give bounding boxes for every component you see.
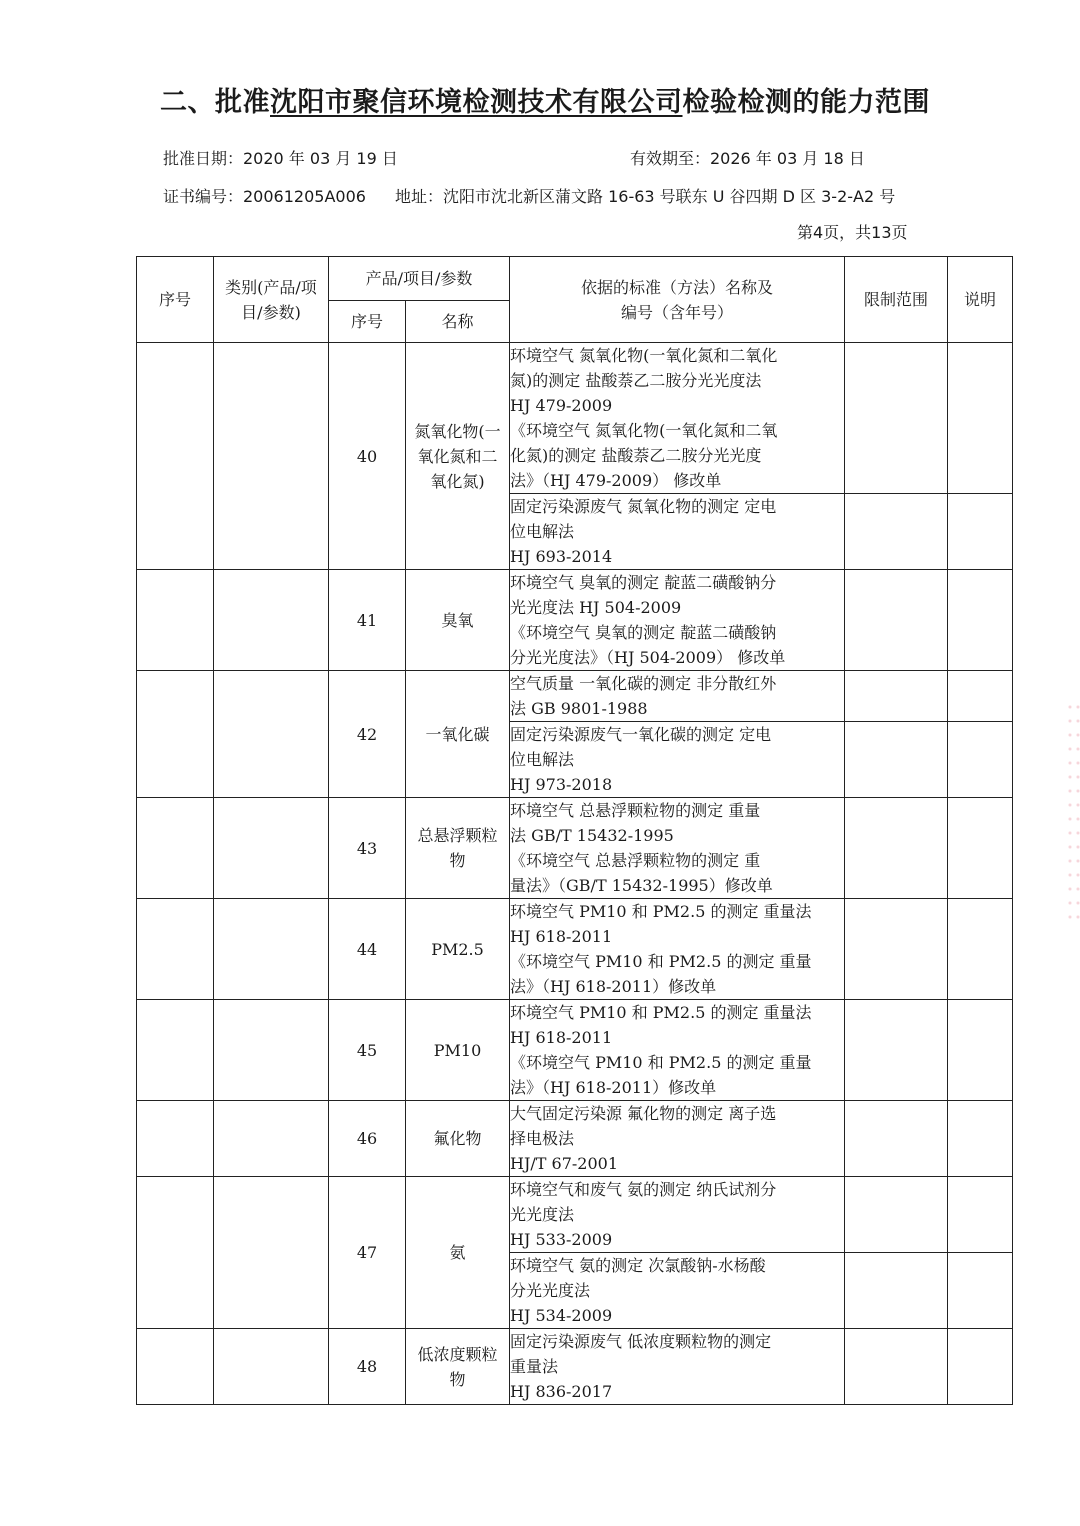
- method-line: 固定污染源废气 低浓度颗粒物的测定: [510, 1332, 772, 1351]
- title-prefix: 二、批准: [160, 87, 270, 118]
- method-line: 重量法: [510, 1357, 559, 1376]
- seq-cell: [137, 899, 214, 1000]
- seq-cell: [137, 1101, 214, 1177]
- method-line: HJ 618-2011: [510, 1028, 613, 1047]
- limit-cell: [845, 1177, 948, 1253]
- method-line: HJ 618-2011: [510, 927, 613, 946]
- seq-cell: [137, 1329, 214, 1405]
- table-row: [137, 343, 1013, 494]
- method-cell: [510, 899, 845, 1000]
- page-info: 第4页，共13页: [797, 223, 908, 242]
- method-line: 法》（HJ 618-2011）修改单: [510, 1078, 717, 1097]
- item-name: 臭氧: [406, 570, 510, 671]
- method-line: 《环境空气 PM10 和 PM2.5 的测定 重量: [510, 952, 812, 971]
- header-note: 说明: [948, 257, 1013, 343]
- header-category: 类别(产品/项目/参数): [214, 257, 329, 343]
- method-line: 光光度法 HJ 504-2009: [510, 598, 682, 617]
- header-standard: 依据的标准（方法）名称及编号（含年号）: [510, 257, 845, 343]
- table-row: [137, 1000, 1013, 1101]
- item-name: 氮氧化物(一氧化氮和二氧化氮): [406, 343, 510, 570]
- method-line: 量法》（GB/T 15432-1995）修改单: [510, 876, 773, 895]
- method-line: 环境空气 氨的测定 次氯酸钠-水杨酸: [510, 1256, 766, 1275]
- valid-until: 有效期至：2026 年 03 月 18 日: [630, 149, 865, 168]
- table-row: [137, 1177, 1013, 1253]
- limit-cell: [845, 343, 948, 494]
- method-line: 《环境空气 总悬浮颗粒物的测定 重: [510, 851, 761, 870]
- item-number: 43: [329, 798, 406, 899]
- method-line: 环境空气 氮氧化物(一氧化氮和二氧化: [510, 346, 778, 365]
- limit-cell: [845, 1329, 948, 1405]
- category-cell: [214, 1329, 329, 1405]
- table-row: [137, 570, 1013, 671]
- note-cell: [948, 899, 1013, 1000]
- method-line: 法 GB 9801-1988: [510, 699, 648, 718]
- method-line: 分光光度法: [510, 1281, 591, 1300]
- header-sub-name: 名称: [406, 301, 510, 343]
- method-cell: [510, 722, 845, 798]
- method-cell: [510, 798, 845, 899]
- method-line: 位电解法: [510, 750, 575, 769]
- address: 地址：沈阳市沈北新区蒲文路 16-63 号联东 U 谷四期 D 区 3-2-A2 号: [395, 187, 896, 206]
- item-name: 总悬浮颗粒物: [406, 798, 510, 899]
- table-row: [137, 798, 1013, 899]
- method-line: 光光度法: [510, 1205, 575, 1224]
- limit-cell: [845, 494, 948, 570]
- method-line: 《环境空气 臭氧的测定 靛蓝二磺酸钠: [510, 623, 777, 642]
- method-line: 大气固定污染源 氟化物的测定 离子选: [510, 1104, 777, 1123]
- title-suffix: 检验检测的能力范围: [682, 87, 930, 118]
- category-cell: [214, 1000, 329, 1101]
- item-number: 47: [329, 1177, 406, 1329]
- method-cell: [510, 1177, 845, 1253]
- method-line: 法》（HJ 618-2011）修改单: [510, 977, 717, 996]
- category-cell: [214, 798, 329, 899]
- item-number: 46: [329, 1101, 406, 1177]
- item-name: PM10: [406, 1000, 510, 1101]
- seq-cell: [137, 570, 214, 671]
- seq-cell: [137, 1000, 214, 1101]
- note-cell: [948, 1253, 1013, 1329]
- note-cell: [948, 343, 1013, 494]
- method-line: 环境空气 PM10 和 PM2.5 的测定 重量法: [510, 902, 812, 921]
- method-line: 化氮)的测定 盐酸萘乙二胺分光光度: [510, 446, 762, 465]
- seq-cell: [137, 1177, 214, 1329]
- method-line: 环境空气 总悬浮颗粒物的测定 重量: [510, 801, 761, 820]
- item-name: 氟化物: [406, 1101, 510, 1177]
- seq-cell: [137, 671, 214, 798]
- method-line: HJ 693-2014: [510, 547, 613, 566]
- method-line: HJ 533-2009: [510, 1230, 613, 1249]
- method-line: 空气质量 一氧化碳的测定 非分散红外: [510, 674, 777, 693]
- method-line: HJ 973-2018: [510, 775, 613, 794]
- table-row: [137, 899, 1013, 1000]
- company-name: 沈阳市聚信环境检测技术有限公司: [270, 87, 683, 118]
- header-sub-seq: 序号: [329, 301, 406, 343]
- limit-cell: [845, 1000, 948, 1101]
- category-cell: [214, 899, 329, 1000]
- method-line: 《环境空气 PM10 和 PM2.5 的测定 重量: [510, 1053, 812, 1072]
- method-cell: [510, 1000, 845, 1101]
- method-line: HJ 836-2017: [510, 1382, 613, 1401]
- note-cell: [948, 494, 1013, 570]
- capability-table: [136, 256, 1013, 1405]
- limit-cell: [845, 570, 948, 671]
- method-line: 氮)的测定 盐酸萘乙二胺分光光度法: [510, 371, 762, 390]
- method-cell: [510, 570, 845, 671]
- item-name: 一氧化碳: [406, 671, 510, 798]
- category-cell: [214, 1177, 329, 1329]
- note-cell: [948, 1177, 1013, 1253]
- limit-cell: [845, 1101, 948, 1177]
- method-line: 分光光度法》（HJ 504-2009） 修改单: [510, 648, 786, 667]
- limit-cell: [845, 722, 948, 798]
- method-cell: [510, 671, 845, 722]
- header-seq: 序号: [137, 257, 214, 343]
- method-line: 固定污染源废气 氮氧化物的测定 定电: [510, 497, 777, 516]
- item-number: 40: [329, 343, 406, 570]
- item-number: 42: [329, 671, 406, 798]
- table-row: [137, 1329, 1013, 1405]
- category-cell: [214, 1101, 329, 1177]
- note-cell: [948, 1329, 1013, 1405]
- category-cell: [214, 343, 329, 570]
- approval-date: 批准日期：2020 年 03 月 19 日: [163, 149, 398, 168]
- certificate-number: 证书编号：20061205A006: [163, 187, 366, 206]
- limit-cell: [845, 899, 948, 1000]
- method-line: HJ 534-2009: [510, 1306, 613, 1325]
- method-line: HJ 479-2009: [510, 396, 613, 415]
- method-line: 法 GB/T 15432-1995: [510, 826, 674, 845]
- item-number: 45: [329, 1000, 406, 1101]
- category-cell: [214, 671, 329, 798]
- method-line: 择电极法: [510, 1129, 575, 1148]
- seq-cell: [137, 343, 214, 570]
- method-line: 环境空气 PM10 和 PM2.5 的测定 重量法: [510, 1003, 812, 1022]
- table-row: [137, 671, 1013, 722]
- category-cell: [214, 570, 329, 671]
- limit-cell: [845, 671, 948, 722]
- note-cell: [948, 1000, 1013, 1101]
- method-cell: [510, 1253, 845, 1329]
- limit-cell: [845, 1253, 948, 1329]
- note-cell: [948, 798, 1013, 899]
- note-cell: [948, 722, 1013, 798]
- header-product-group: 产品/项目/参数: [329, 257, 510, 301]
- method-cell: [510, 1101, 845, 1177]
- item-name: 低浓度颗粒物: [406, 1329, 510, 1405]
- table-body: [137, 343, 1013, 1405]
- limit-cell: [845, 798, 948, 899]
- method-cell: [510, 343, 845, 494]
- note-cell: [948, 1101, 1013, 1177]
- header-limit: 限制范围: [845, 257, 948, 343]
- item-name: PM2.5: [406, 899, 510, 1000]
- method-cell: [510, 1329, 845, 1405]
- note-cell: [948, 570, 1013, 671]
- table-row: [137, 1101, 1013, 1177]
- method-line: 环境空气和废气 氨的测定 纳氏试剂分: [510, 1180, 777, 1199]
- page-title: [160, 80, 1040, 119]
- method-line: 位电解法: [510, 522, 575, 541]
- seal-stamp-fragment: [1066, 700, 1080, 920]
- method-line: HJ/T 67-2001: [510, 1154, 619, 1173]
- item-number: 41: [329, 570, 406, 671]
- note-cell: [948, 671, 1013, 722]
- item-number: 44: [329, 899, 406, 1000]
- method-line: 环境空气 臭氧的测定 靛蓝二磺酸钠分: [510, 573, 777, 592]
- method-line: 法》（HJ 479-2009） 修改单: [510, 471, 722, 490]
- method-line: 《环境空气 氮氧化物(一氧化氮和二氧: [510, 421, 778, 440]
- item-name: 氨: [406, 1177, 510, 1329]
- method-line: 固定污染源废气一氧化碳的测定 定电: [510, 725, 772, 744]
- seq-cell: [137, 798, 214, 899]
- item-number: 48: [329, 1329, 406, 1405]
- method-cell: [510, 494, 845, 570]
